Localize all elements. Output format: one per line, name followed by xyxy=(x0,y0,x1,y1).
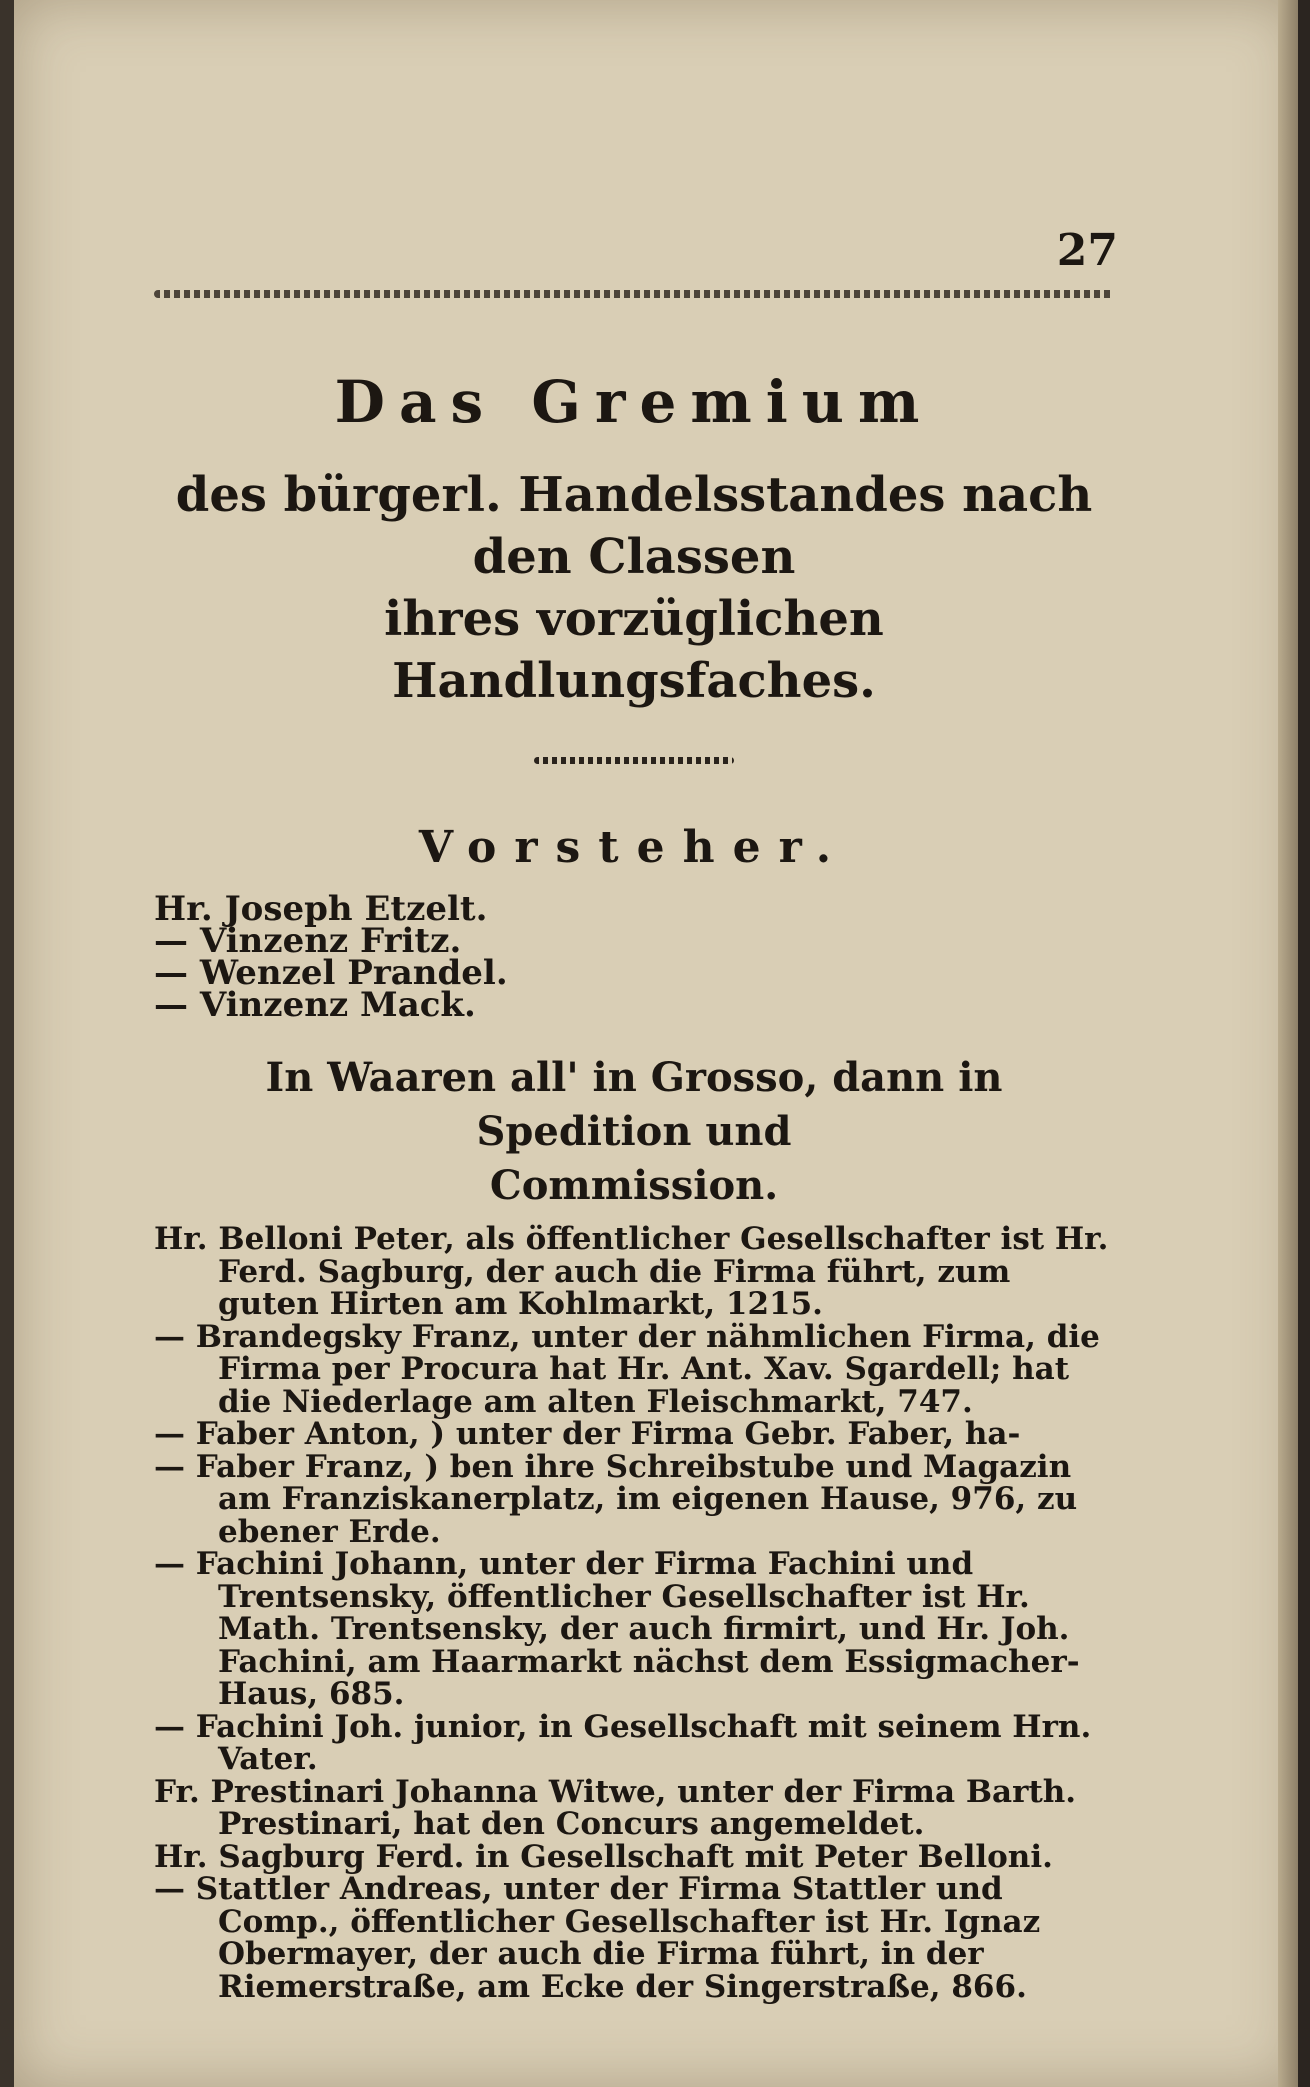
page-number: 27 xyxy=(1056,225,1118,276)
category-line: In Waaren all' in Grosso, dann in Spedition und xyxy=(265,1054,1003,1155)
merchant-entry: — Brandegsky Franz, unter der nähmlichen Firma, die Firma per Procura hat Hr. Ant. Xav. Sgardell; hat die Niederlage am alten Fleischmarkt, 747. xyxy=(154,1318,1100,1420)
page-content xyxy=(154,210,1114,2003)
merchant-entry: Hr. Belloni Peter, als öffentlicher Gesellschafter ist Hr. Ferd. Sagburg, der auch die Firma führt, zum guten Hirten am Kohlmarkt, 1215. xyxy=(154,1221,1109,1322)
merchant-entry: — Fachini Joh. junior, in Gesellschaft mit seinem Hrn. Vater. xyxy=(154,1708,1092,1777)
board-member: Hr. Joseph Etzelt. xyxy=(154,889,488,929)
merchant-entry: — Faber Anton, ) unter der Firma Gebr. Faber, ha- xyxy=(154,1416,1021,1452)
heading-title: Das Gremium xyxy=(334,368,934,436)
book-page xyxy=(14,0,1298,2087)
heading-subtitle-line: ihres vorzüglichen Handlungsfaches. xyxy=(384,591,884,709)
page-edge xyxy=(1278,0,1298,2087)
heading-subtitle-line: des bürgerl. Handelsstandes nach den Classen xyxy=(175,467,1093,585)
binding-shadow xyxy=(0,0,14,2087)
category-line: Commission. xyxy=(489,1162,779,1209)
board-list xyxy=(154,889,1114,1025)
merchant-entry: — Fachini Johann, unter der Firma Fachini und Trentsensky, öffentlicher Gesellschafter ist Hr. Math. Trentsensky, der auch firmirt, und Hr. Joh. Fachini, am Haarmarkt nächst dem Essigmacher-Haus, 685. xyxy=(154,1546,1080,1712)
merchant-entry: — Faber Franz, ) ben ihre Schreibstube und Magazin am Franziskanerplatz, im eigenen Hause, 976, zu ebener Erde. xyxy=(154,1448,1078,1550)
board-member: — Wenzel Prandel. xyxy=(154,953,508,993)
section-title: Vorsteher. xyxy=(418,822,850,873)
heading-subtitle xyxy=(154,464,1114,712)
board-member: — Vinzenz Mack. xyxy=(154,985,476,1025)
merchant-entry: — Stattler Andreas, unter der Firma Stattler und Comp., öffentlicher Gesellschafter ist Hr. Ignaz Obermayer, der auch die Firma führt, in der Riemerstraße, am Ecke der Singerstraße, 866. xyxy=(154,1871,1041,2005)
merchant-entries xyxy=(154,1223,1114,2003)
category-heading xyxy=(154,1051,1114,1213)
merchant-entry: Fr. Prestinari Johanna Witwe, unter der Firma Barth. Prestinari, hat den Concurs angemeldet. xyxy=(154,1773,1077,1842)
section-ornament-rule xyxy=(534,757,734,764)
board-member: — Vinzenz Fritz. xyxy=(154,921,462,961)
merchant-entry: Hr. Sagburg Ferd. in Gesellschaft mit Peter Belloni. xyxy=(154,1838,1053,1875)
top-ornament-rule xyxy=(154,290,1114,298)
